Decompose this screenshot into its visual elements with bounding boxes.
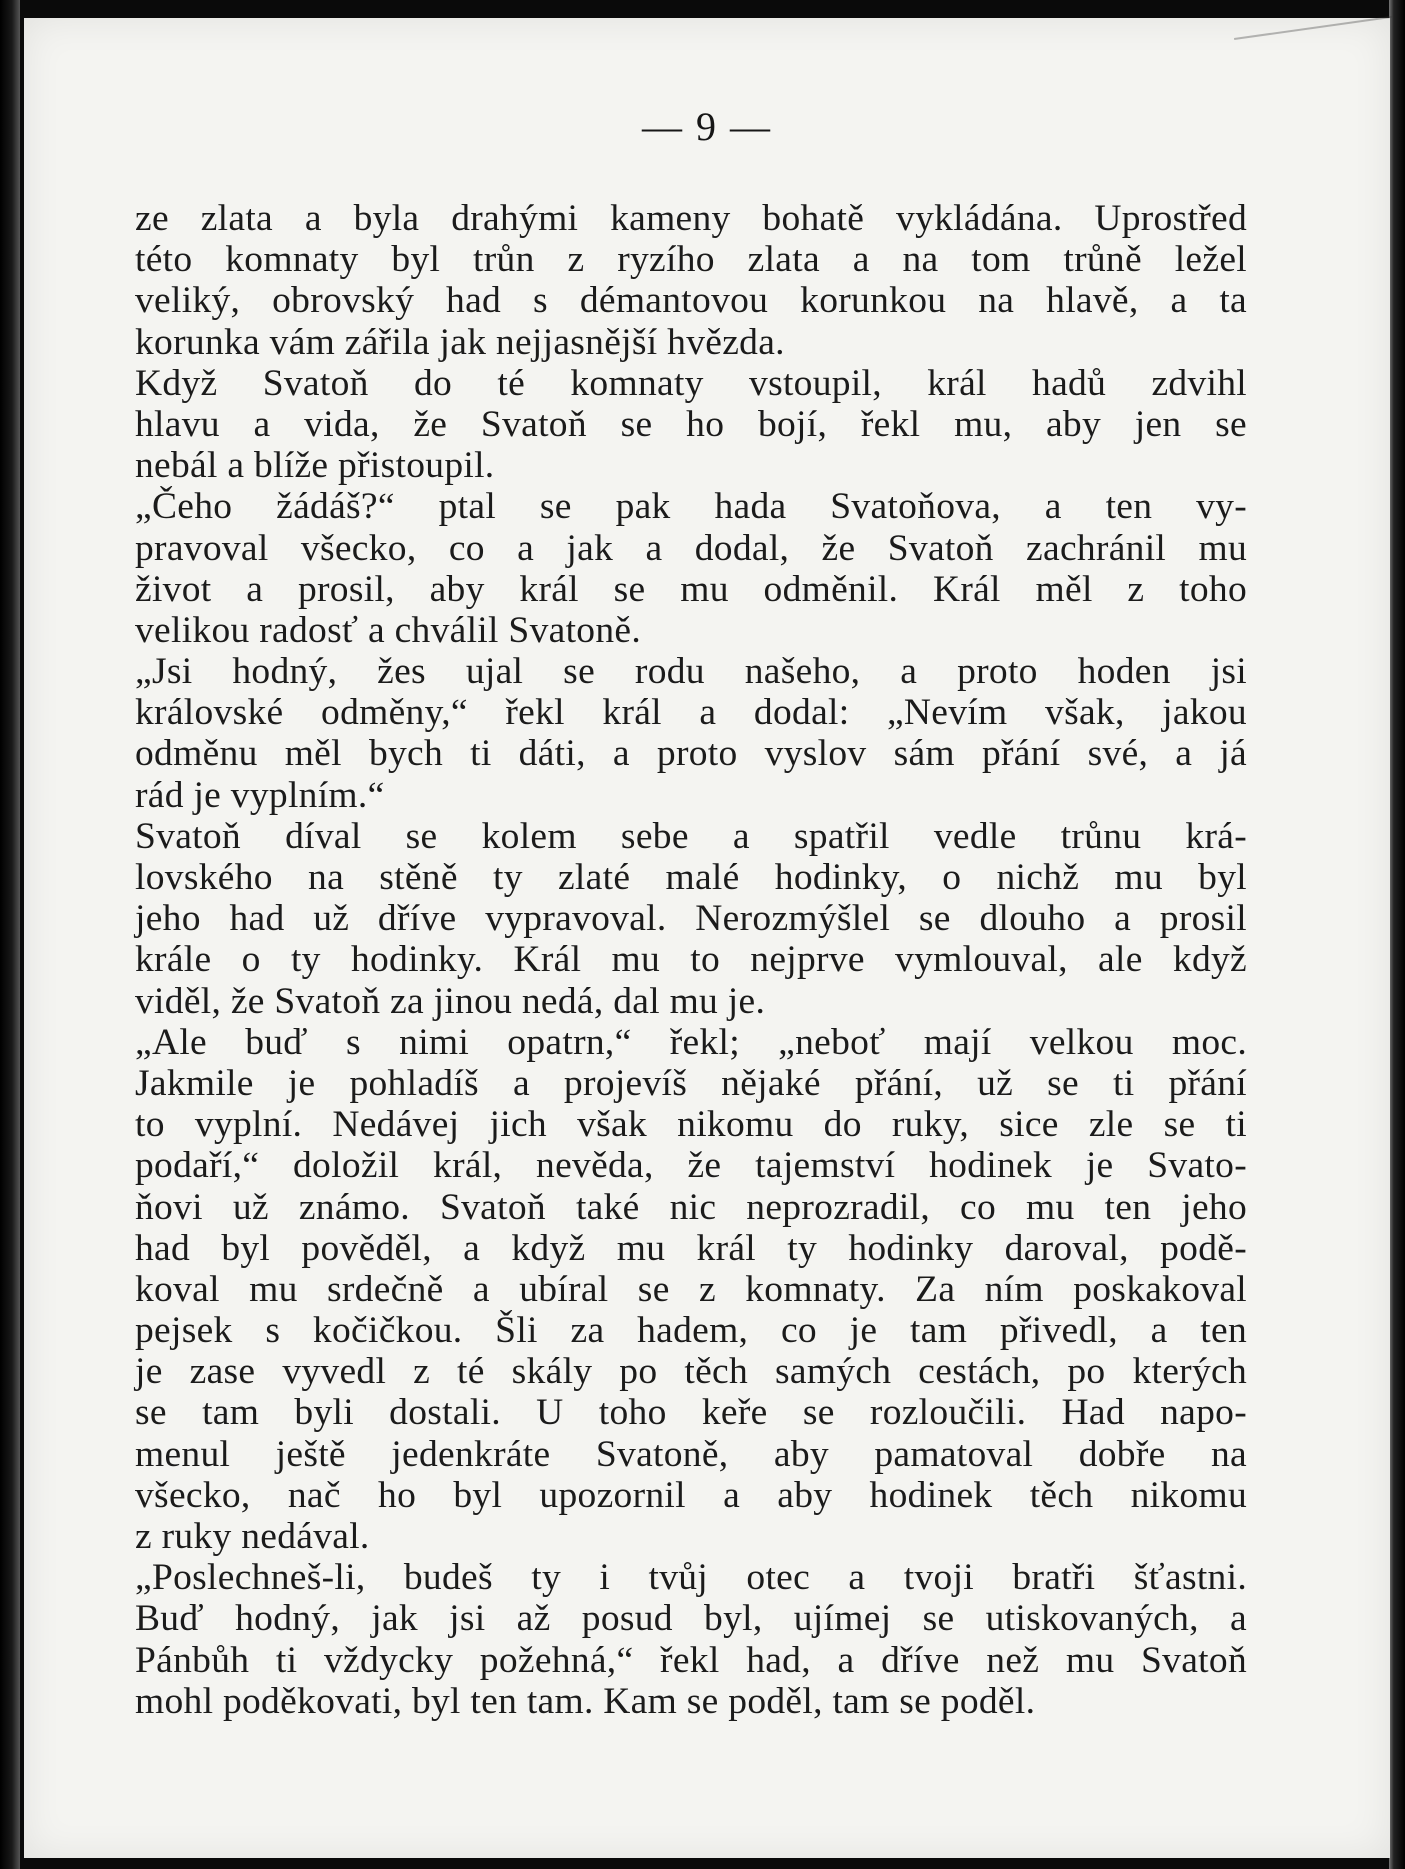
text-line: Buď hodný, jak jsi až posud byl, ujímej se utiskovaných, a (135, 1598, 1247, 1640)
text-line: pejsek s kočičkou. Šli za hadem, co je tam přivedl, a ten (135, 1310, 1247, 1352)
text-line: lovského na stěně ty zlaté malé hodinky, o nichž mu byl (135, 857, 1247, 898)
text-line: podaří,“ doložil král, nevěda, že tajemství hodinek je Svato- (135, 1145, 1247, 1187)
scan-right-edge (1389, 0, 1405, 1869)
text-line: krále o ty hodinky. Král mu to nejprve vymlouval, ale když (135, 939, 1247, 981)
text-line: mohl poděkovati, byl ten tam. Kam se poděl, tam se poděl. (135, 1680, 1036, 1722)
text-line: korunka vám zářila jak nejjasnější hvězda. (135, 321, 785, 363)
text-line: ňovi už známo. Svatoň také nic neprozradil, co mu ten jeho (135, 1186, 1247, 1228)
text-line: pravoval všecko, co a jak a dodal, že Svatoň zachránil mu (135, 527, 1247, 569)
text-line: koval mu srdečně a ubíral se z komnaty. Za ním poskakoval (135, 1268, 1247, 1310)
text-line: nebál a blíže přistoupil. (135, 445, 495, 487)
text-line: „Poslechneš-li, budeš ty i tvůj otec a tvoji bratři šťastni. (135, 1557, 1247, 1599)
text-line: jeho had už dříve vypravoval. Nerozmýšlel se dlouho a prosil (135, 898, 1247, 940)
text-line: se tam byli dostali. U toho keře se rozloučili. Had napo- (135, 1392, 1247, 1434)
text-line: „Čeho žádáš?“ ptal se pak hada Svatoňova, a ten vy- (135, 486, 1247, 528)
text-line: odměnu měl bych ti dáti, a proto vyslov sám přání své, a já (135, 733, 1247, 775)
text-line: královské odměny,“ řekl král a dodal: „Nevím však, jakou (135, 692, 1247, 734)
text-line: z ruky nedával. (135, 1516, 370, 1557)
text-line: všecko, nač ho byl upozornil a aby hodinek těch nikomu (135, 1474, 1247, 1516)
corner-crease (1234, 16, 1402, 110)
text-line: „Ale buď s nimi opatrn,“ řekl; „neboť mají velkou moc. (135, 1021, 1247, 1063)
text-line: to vyplní. Nedávej jich však nikomu do ruky, sice zle se ti (135, 1104, 1247, 1146)
page-number-header: — 9 — (642, 104, 772, 149)
text-line: viděl, že Svatoň za jinou nedá, dal mu je. (135, 980, 766, 1022)
scan-left-edge (0, 0, 20, 1869)
text-line: rád je vyplním.“ (135, 774, 385, 816)
text-line: velikou radosť a chválil Svatoně. (135, 609, 642, 651)
text-line: menul ještě jedenkráte Svatoně, aby pamatoval dobře na (135, 1433, 1247, 1475)
text-line: Pánbůh ti vždycky požehná,“ řekl had, a dříve než mu Svatoň (135, 1639, 1247, 1681)
text-line: hlavu a vida, že Svatoň se ho bojí, řekl mu, aby jen se (135, 403, 1247, 445)
text-line: život a prosil, aby král se mu odměnil. Král měl z toho (135, 568, 1247, 610)
text-line: veliký, obrovský had s démantovou korunkou na hlavě, a ta (135, 280, 1247, 322)
text-line: této komnaty byl trůn z ryzího zlata a na tom trůně ležel (135, 239, 1247, 281)
text-line: Když Svatoň do té komnaty vstoupil, král hadů zdvihl (135, 362, 1247, 404)
text-line: ze zlata a byla drahými kameny bohatě vykládána. Uprostřed (135, 198, 1247, 239)
text-line: je zase vyvedl z té skály po těch samých cestách, po kterých (135, 1351, 1247, 1393)
text-line: „Jsi hodný, žes ujal se rodu našeho, a proto hoden jsi (135, 651, 1247, 693)
text-line: Jakmile je pohladíš a projevíš nějaké přání, už se ti přání (135, 1062, 1247, 1104)
text-line: Svatoň díval se kolem sebe a spatřil vedle trůnu krá- (135, 815, 1247, 857)
text-line: had byl pověděl, a když mu král ty hodinky daroval, podě- (135, 1227, 1247, 1269)
body-text (135, 198, 1247, 1722)
paper-sheet (24, 18, 1390, 1858)
